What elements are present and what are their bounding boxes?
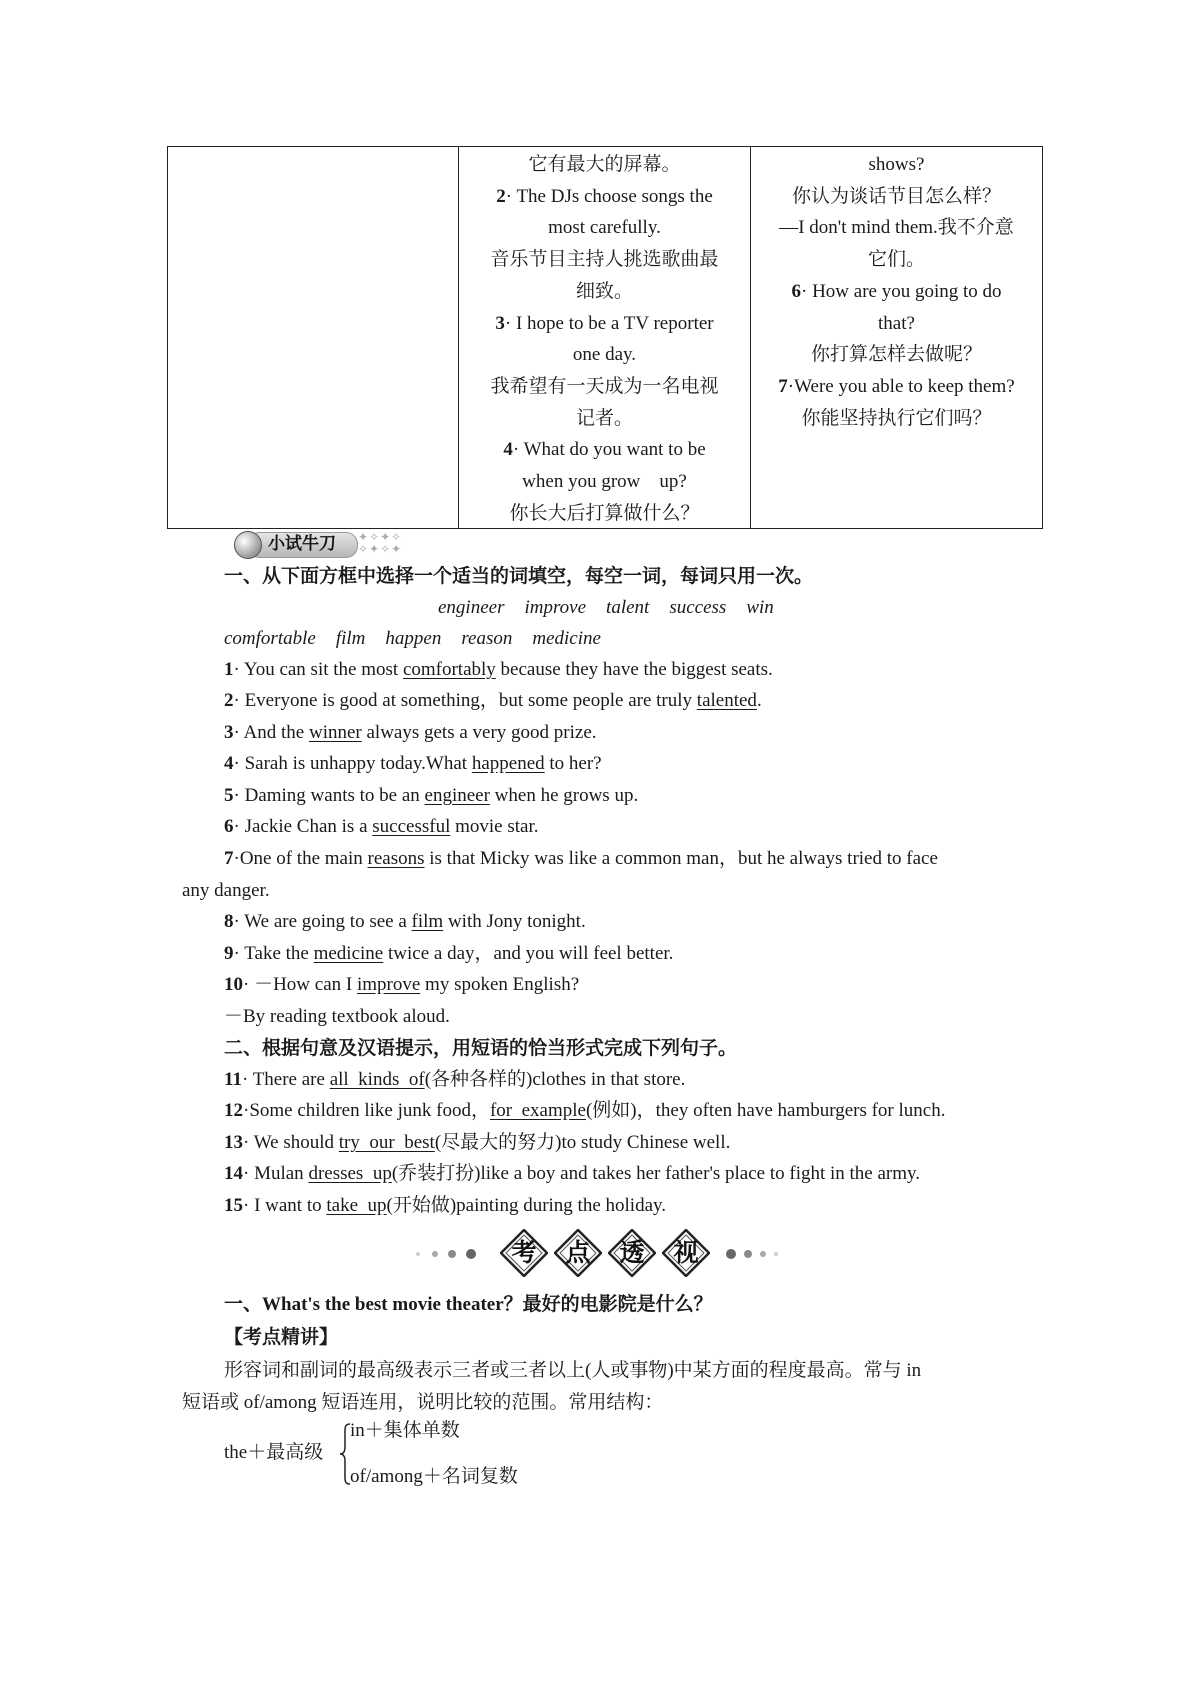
answer: comfortably — [402, 659, 496, 680]
answer: improve — [356, 974, 421, 995]
banner-char-tile: 点 — [554, 1229, 602, 1277]
sentence-translation: 它有最大的屏幕。 — [528, 154, 681, 175]
decor-dot-icon — [466, 1249, 476, 1259]
sentence-6: 6· How are you going to do — [791, 280, 1002, 302]
sentence-2: 2· The DJs choose songs the — [496, 185, 713, 207]
sentence-4: 4· What do you want to be — [503, 439, 706, 461]
word-box-row-2 — [224, 624, 621, 654]
sentence-6-cont: that? — [878, 312, 915, 334]
word: improve — [524, 597, 587, 618]
banner-char-tile: 视 — [662, 1229, 710, 1277]
sentence-7: 7·Were you able to keep them? — [778, 375, 1015, 397]
explanation-paragraph: 形容词和副词的最高级表示三者或三者以上(人或事物)中某方面的程度最高。常与 in — [224, 1360, 922, 1381]
sentence-6-translation: 你打算怎样去做呢？ — [810, 344, 982, 366]
exercise-item-cont: any danger. — [182, 880, 270, 901]
word: comfortable — [224, 628, 316, 649]
word: engineer — [438, 597, 505, 618]
exercise-item: 3· And the winner always gets a very good prize. — [224, 722, 597, 743]
exercise-item-cont: －By reading textbook aloud. — [224, 1006, 450, 1027]
answer: medicine — [313, 943, 384, 964]
structure-option: in＋集体单数 — [350, 1420, 460, 1441]
explanation-paragraph-cont: 短语或 of/among 短语连用，说明比较的范围。常用结构： — [182, 1392, 664, 1413]
key-points-banner — [380, 1225, 840, 1283]
sentence-4-translation: 你长大后打算做什么？ — [509, 502, 700, 524]
answer: engineer — [424, 785, 490, 806]
answer: winner — [308, 722, 362, 743]
section-2-heading: 二、根据句意及汉语提示，用短语的恰当形式完成下列句子。 — [224, 1037, 738, 1059]
sentence-3-translation: 我希望有一天成为一名电视 — [490, 375, 719, 397]
sentence-number: 7 — [778, 375, 788, 397]
exercise-item: 6· Jackie Chan is a successful movie star. — [224, 816, 539, 837]
sentence-3: 3· I hope to be a TV reporter — [495, 312, 714, 334]
table-column-1 — [168, 147, 459, 528]
answer: take up — [326, 1195, 387, 1216]
word: reason — [461, 628, 513, 649]
exercise-item: 4· Sarah is unhappy today.What happened to her? — [224, 753, 602, 774]
answer: successful — [372, 816, 451, 837]
answer: dresses up — [308, 1163, 392, 1184]
structure-left: the＋最高级 — [224, 1442, 324, 1463]
exercise-item: 15· I want to take up(开始做)painting during the holiday. — [224, 1195, 667, 1216]
point-subheading: 【考点精讲】 — [224, 1326, 339, 1348]
decor-dot-icon — [744, 1250, 752, 1258]
exercise-item: 8· We are going to see a film with Jony tonight. — [224, 911, 586, 932]
exercise-item: 5· Daming wants to be an engineer when he grows up. — [224, 785, 639, 806]
decor-dot-icon — [448, 1250, 456, 1258]
sentence-4-cont: when you grow up? — [522, 471, 687, 493]
sentence-number: 4 — [503, 439, 513, 461]
word: medicine — [532, 628, 601, 649]
vocabulary-table — [167, 146, 1043, 529]
sentence-5-translation: 你认为谈话节目怎么样？ — [791, 185, 1001, 207]
badge-stars-icon: ✦✧✦✧ ✧✦✧✦ — [358, 530, 403, 556]
banner-char-tile: 考 — [500, 1229, 548, 1277]
answer: happened — [471, 753, 545, 774]
answer: reasons — [367, 848, 425, 869]
decor-dot-icon — [416, 1252, 420, 1256]
word: talent — [606, 597, 650, 618]
word: happen — [385, 628, 442, 649]
word-box-row-1 — [438, 593, 794, 623]
sentence-5-answer-cont: 它们。 — [867, 249, 925, 271]
word: success — [669, 597, 727, 618]
exercise-item: 10· －How can I improve my spoken English? — [224, 974, 580, 995]
sentence-number: 6 — [791, 280, 801, 302]
table-column-3 — [751, 147, 1042, 528]
banner-char-tile: 透 — [608, 1229, 656, 1277]
exercise-item: 1· You can sit the most comfortably because they have the biggest seats. — [224, 659, 773, 680]
sentence-3-cont: one day. — [572, 344, 637, 366]
decor-dot-icon — [774, 1252, 778, 1256]
exercise-item: 14· Mulan dresses up(乔装打扮)like a boy and takes her father's place to fight in the army. — [224, 1163, 921, 1184]
practice-badge — [234, 529, 404, 559]
exercise-item: 7·One of the main reasons is that Micky was like a common man，but he always tried to face — [224, 848, 938, 869]
exercise-item: 9· Take the medicine twice a day，and you will feel better. — [224, 943, 674, 964]
sentence-7-translation: 你能坚持执行它们吗？ — [801, 407, 992, 429]
sentence-3-translation-cont: 记者。 — [575, 407, 633, 429]
sentence-5-cont: shows? — [868, 154, 925, 175]
answer: talented — [696, 690, 757, 711]
section-1-heading: 一、从下面方框中选择一个适当的词填空，每空一词，每词只用一次。 — [224, 565, 814, 587]
structure-option: of/among＋名词复数 — [350, 1466, 518, 1487]
exercise-item: 2· Everyone is good at something，but some people are truly talented. — [224, 690, 762, 711]
sentence-2-translation: 音乐节目主持人挑选歌曲最 — [490, 249, 719, 271]
answer: film — [411, 911, 444, 932]
word: film — [335, 628, 366, 649]
decor-dot-icon — [432, 1251, 438, 1257]
table-column-2 — [459, 147, 751, 528]
answer: all kinds of — [329, 1069, 425, 1090]
decor-dot-icon — [760, 1251, 766, 1257]
badge-label: 小试牛刀 — [268, 534, 336, 554]
sentence-number: 3 — [495, 312, 505, 334]
exercise-item: 13· We should try our best(尽最大的努力)to study Chinese well. — [224, 1132, 731, 1153]
answer: try our best — [338, 1132, 435, 1153]
point-1-title: 一、What's the best movie theater？最好的电影院是什么？ — [224, 1294, 713, 1315]
word: win — [746, 597, 774, 618]
decor-dot-icon — [726, 1249, 736, 1259]
answer: for example — [489, 1100, 586, 1121]
sentence-number: 2 — [496, 185, 506, 207]
exercise-item: 12·Some children like junk food，for example(例如)，they often have hamburgers for lunch. — [224, 1100, 946, 1121]
sentence-2-cont: most carefully. — [548, 217, 661, 239]
exercise-item: 11· There are all kinds of(各种各样的)clothes in that store. — [224, 1069, 686, 1090]
badge-ball-icon — [234, 531, 262, 559]
sentence-2-translation-cont: 细致。 — [575, 280, 633, 302]
sentence-5-answer: —I don't mind them.我不介意 — [779, 217, 1014, 239]
